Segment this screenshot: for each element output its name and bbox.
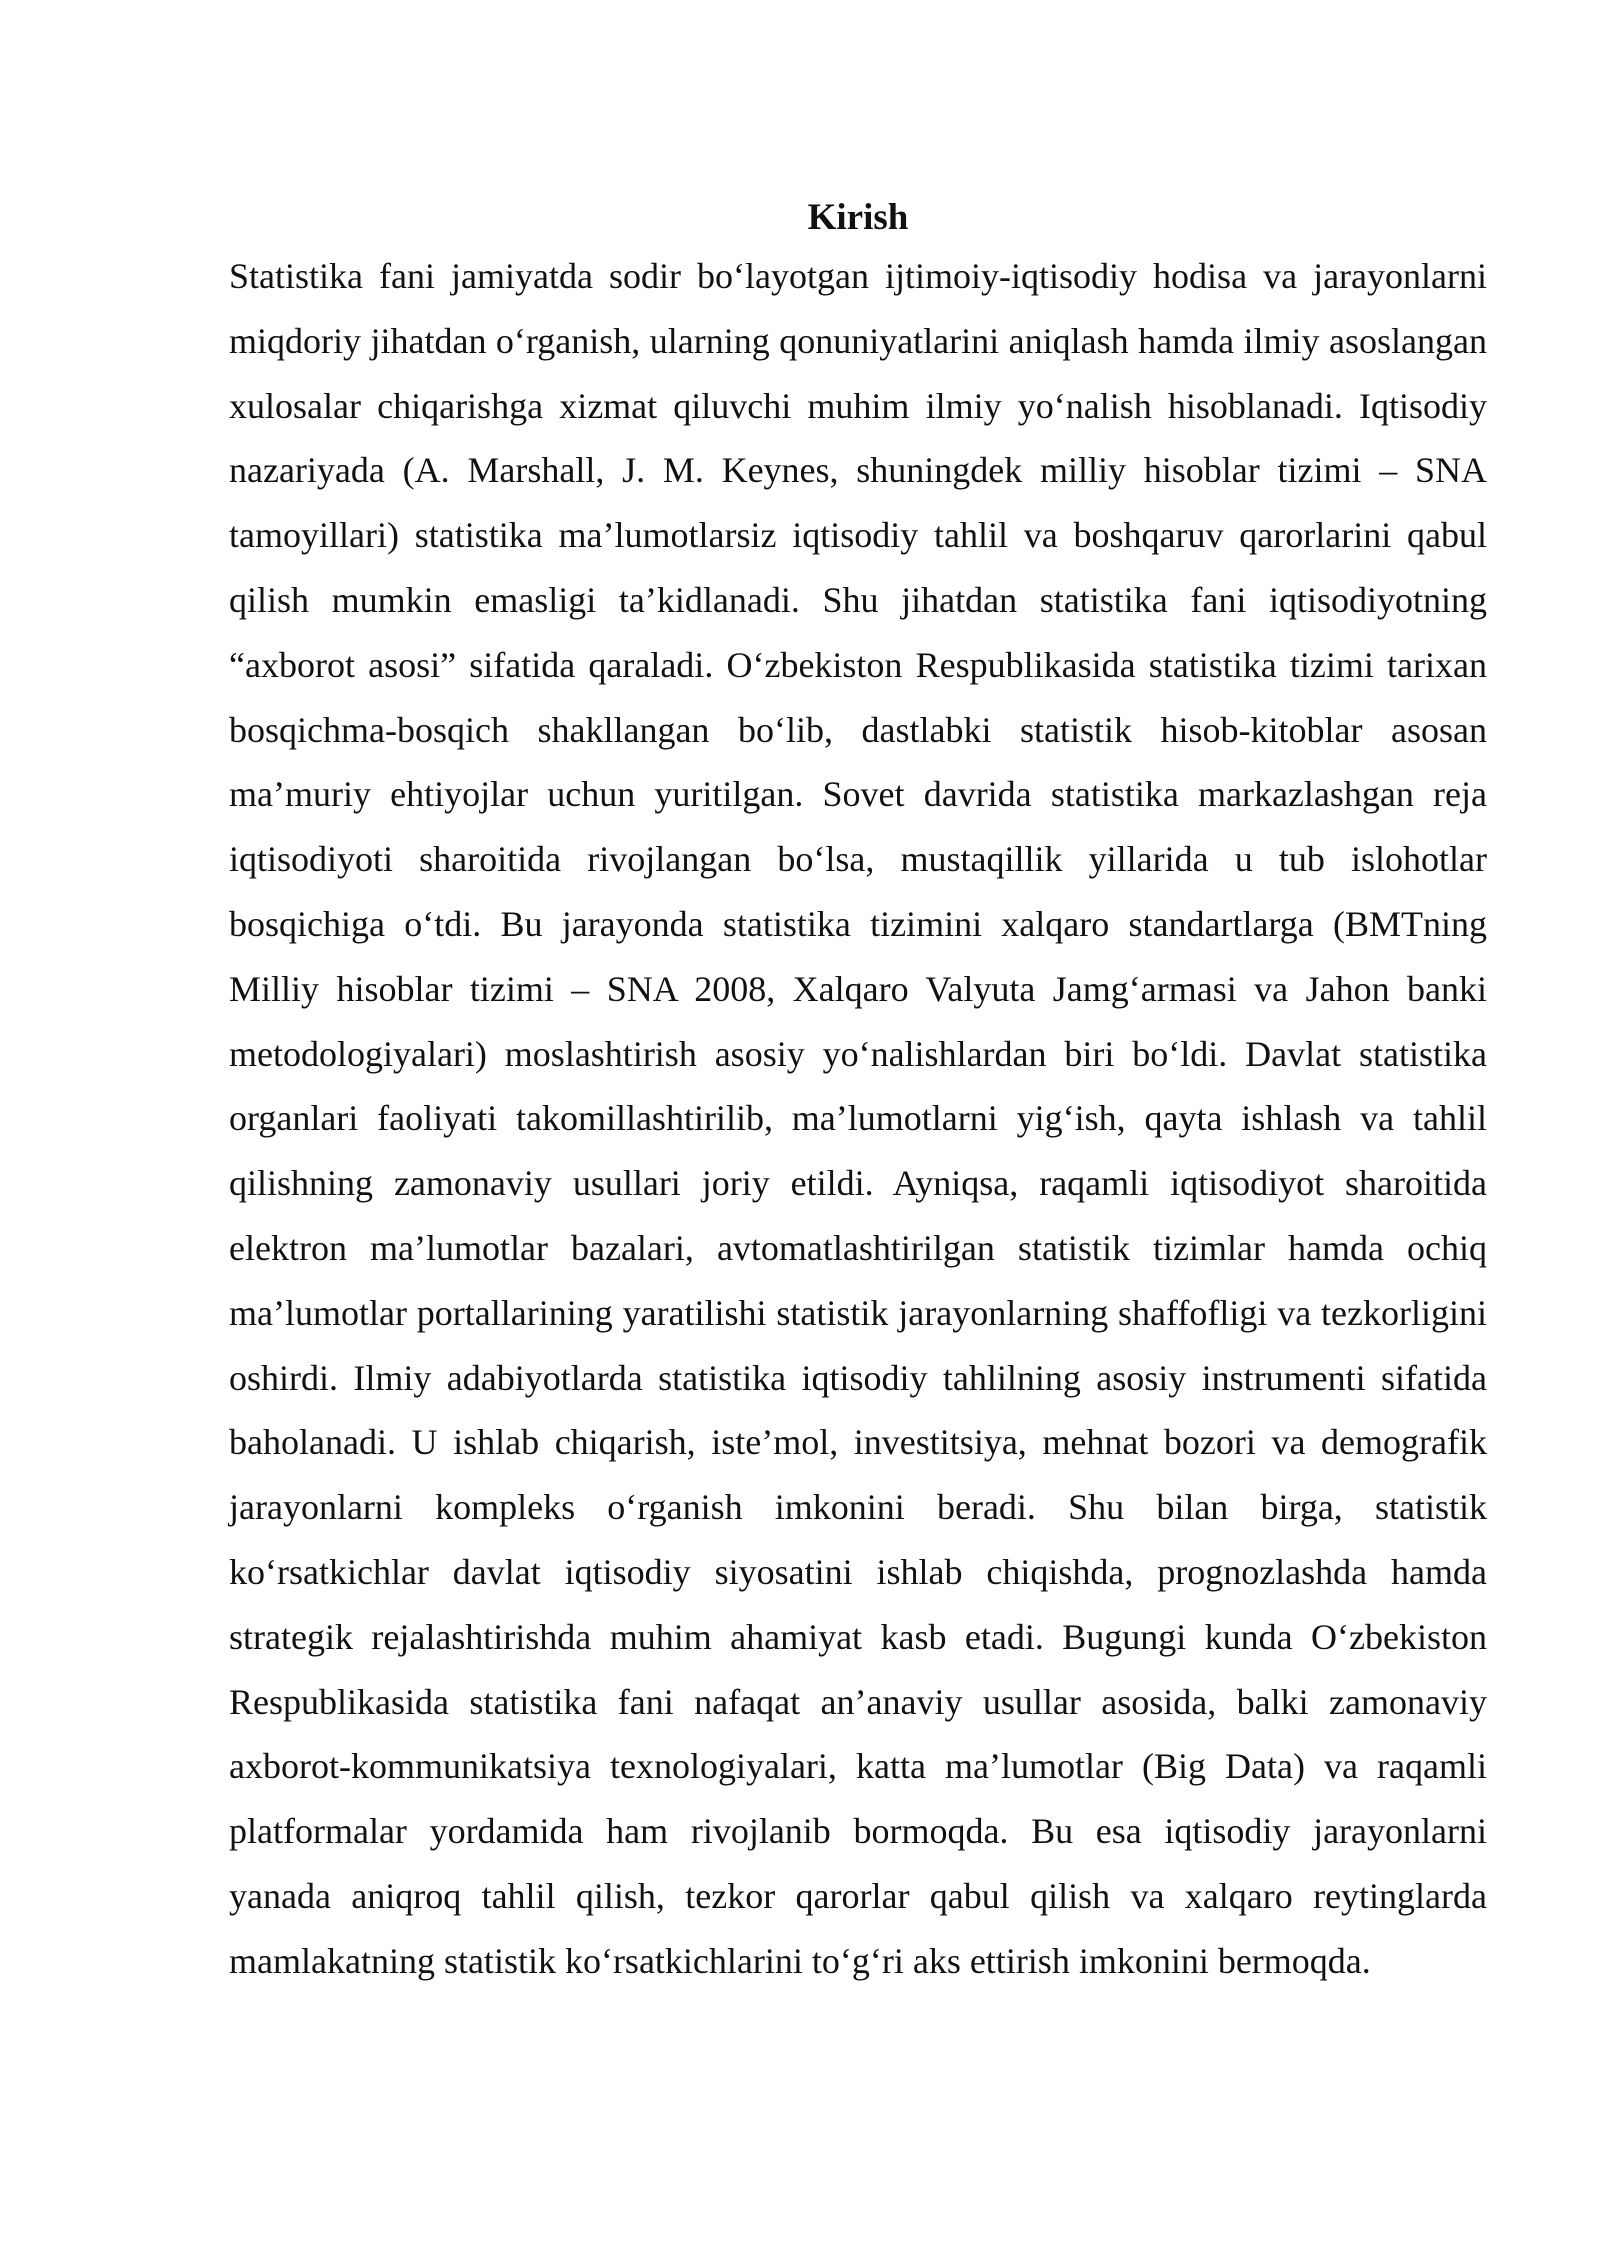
body-paragraph: Statistika fani jamiyatda sodir bo‘layotgan ijtimoiy-iqtisodiy hodisa va jarayonlarni miqdoriy jihatdan o‘rganish, ularning qonuniyatlarini aniqlash hamda ilmiy asoslangan xulosalar chiqarishga xizmat qiluvchi muhim ilmiy yo‘nalish hisoblanadi. Iqtisodiy nazariyada (A. Marshall, J. M. Keynes, shuningdek milliy hisoblar tizimi – SNA tamoyillari) statistika ma’lumotlarsiz iqtisodiy tahlil va boshqaruv qarorlarini qabul qilish mumkin emasligi ta’kidlanadi. Shu jihatdan statistika fani iqtisodiyotning “axborot asosi” sifatida qaraladi. O‘zbekiston Respublikasida statistika tizimi tarixan bosqichma-bosqich shakllangan bo‘lib, dastlabki statistik hisob-kitoblar asosan ma’muriy ehtiyojlar uchun yuritilgan. Sovet davrida statistika markazlashgan reja iqtisodiyoti sharoitida rivojlangan bo‘lsa, mustaqillik yillarida u tub islohotlar bosqichiga o‘tdi. Bu jarayonda statistika tizimini xalqaro standartlarga (BMTning Milliy hisoblar tizimi – SNA 2008, Xalqaro Valyuta Jamg‘armasi va Jahon banki metodologiyalari) moslashtirish asosiy yo‘nalishlardan biri bo‘ldi. Davlat statistika organlari faoliyati takomillashtirilib, ma’lumotlarni yig‘ish, qayta ishlash va tahlil qilishning zamonaviy usullari joriy etildi. Ayniqsa, raqamli iqtisodiyot sharoitida elektron ma’lumotlar bazalari, avtomatlashtirilgan statistik tizimlar hamda ochiq ma’lumotlar portallarining yaratilishi statistik jarayonlarning shaffofligi va tezkorligini oshirdi. Ilmiy adabiyotlarda statistika iqtisodiy tahlilning asosiy instrumenti sifatida baholanadi. U ishlab chiqarish, iste’mol, investitsiya, mehnat bozori va demografik jarayonlarni kompleks o‘rganish imkonini beradi. Shu bilan birga, statistik ko‘rsatkichlar davlat iqtisodiy siyosatini ishlab chiqishda, prognozlashda hamda strategik rejalashtirishda muhim ahamiyat kasb etadi. Bugungi kunda O‘zbekiston Respublikasida statistika fani nafaqat an’anaviy usullar asosida, balki zamonaviy axborot-kommunikatsiya texnologiyalari, katta ma’lumotlar (Big Data) va raqamli platformalar yordamida ham rivojlanib bormoqda. Bu esa iqtisodiy jarayonlarni yanada aniqroq tahlil qilish, tezkor qarorlar qabul qilish va xalqaro reytinglarda mamlakatning statistik ko‘rsatkichlarini to‘g‘ri aks ettirish imkonini bermoqda. <box>229 256 1487 1981</box>
document-title: Kirish <box>807 197 909 238</box>
document-page <box>229 192 1487 1994</box>
